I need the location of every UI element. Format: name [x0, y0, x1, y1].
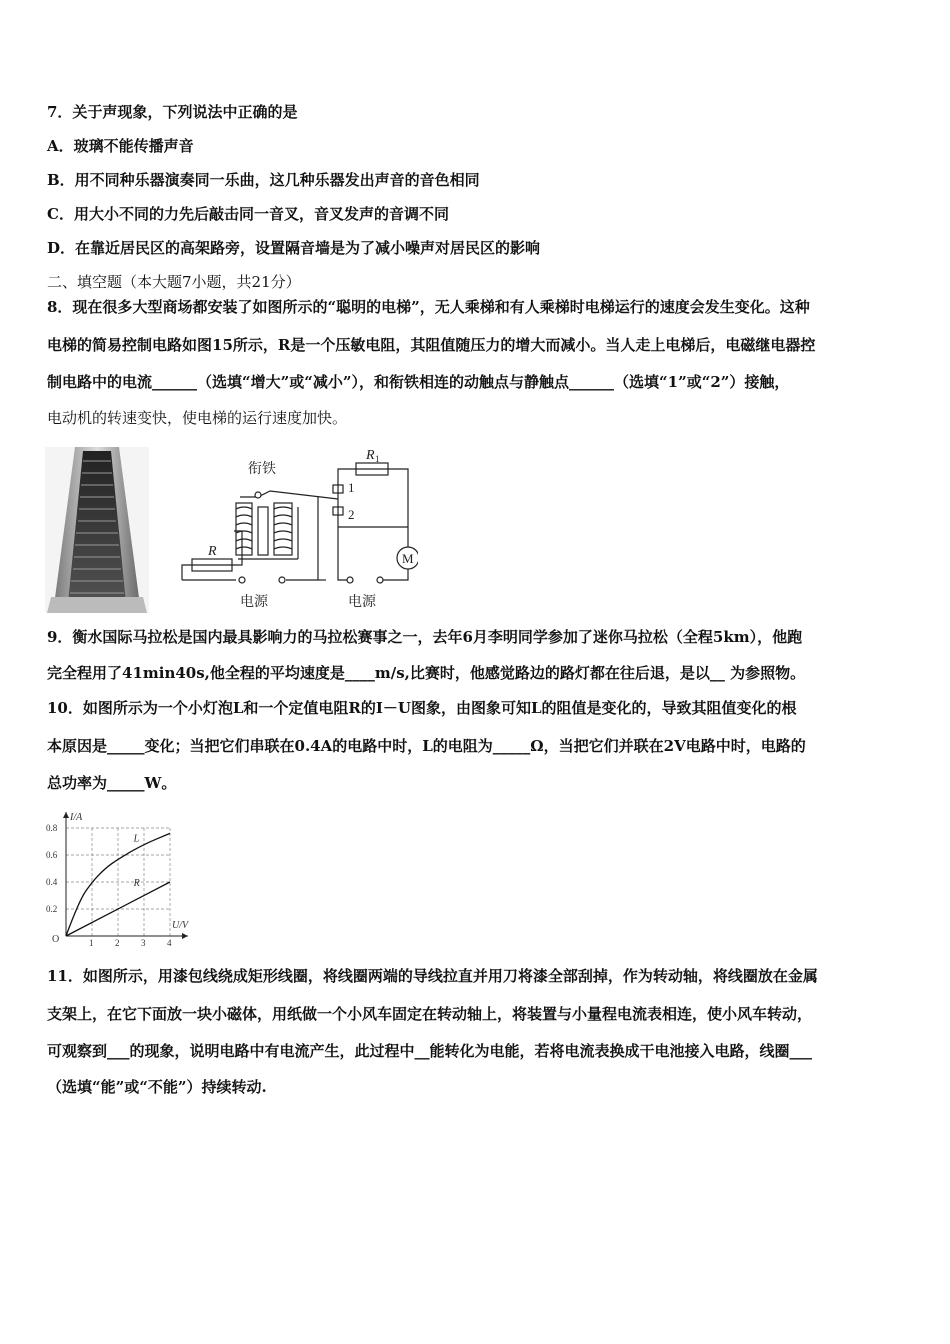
- q8-line-4: 电动机的转速变快，使电梯的运行速度加快。: [47, 409, 348, 427]
- r1-label: R: [366, 448, 375, 463]
- y-tick-label: 0.8: [46, 823, 58, 833]
- q11-line-3: 可观察到___的现象，说明电路中有电流产生，此过程中__能转化为电能，若将电流表换成干电池接入电路，线圈___: [47, 1042, 813, 1060]
- q7-option-c: C．用大小不同的力先后敲击同一音叉，音叉发声的音调不同: [47, 205, 449, 223]
- q8-line-3: 制电路中的电流______（选填“增大”或“减小”），和衔铁相连的动触点与静触点______（选填“1”或“2”）接触，: [47, 373, 790, 391]
- x-tick-label: 1: [89, 938, 94, 946]
- section-title: 二、填空题（本大题7小题，共21分）: [47, 273, 301, 291]
- y-tick-label: 0.4: [46, 877, 58, 887]
- q7-option-d: D．在靠近居民区的高架路旁，设置隔音墙是为了减小噪声对居民区的影响: [47, 239, 541, 257]
- x-tick-label: 3: [141, 938, 146, 946]
- q9-line-1: 9．衡水国际马拉松是国内最具影响力的马拉松赛事之一，去年6月李明同学参加了迷你马拉松（全程5km），他跑: [47, 628, 803, 646]
- y-axis-arrow: [63, 812, 69, 818]
- x-axis-label: U/V: [172, 920, 189, 931]
- q11-line-1: 11．如图所示，用漆包线绕成矩形线圈，将线圈两端的导线拉直并用刀将漆全部刮掉，作为转动轴，将线圈放在金属: [47, 967, 818, 985]
- q10-line-2: 本原因是_____变化；当把它们串联在0.4A的电路中时，L的电阻为_____Ω，当把它们并联在2V电路中时，电路的: [47, 737, 806, 755]
- q11-line-4: （选填“能”或“不能”）持续转动.: [47, 1078, 267, 1096]
- q7-stem: 7．关于声现象，下列说法中正确的是: [47, 103, 298, 121]
- y-axis-label: I/A: [70, 812, 83, 823]
- series-label-R: R: [133, 878, 140, 890]
- q7-option-a: A．玻璃不能传播声音: [47, 137, 194, 155]
- escalator-photo: [45, 447, 149, 613]
- q10-line-3: 总功率为_____W。: [47, 774, 177, 792]
- r1-subscript: 1: [375, 454, 380, 464]
- power-source-right-label: 电源: [348, 595, 376, 610]
- y-tick-label: 0.6: [46, 850, 58, 860]
- r-label: R: [208, 544, 217, 559]
- relay-circuit-diagram: [178, 447, 418, 613]
- origin-label: O: [52, 934, 60, 945]
- x-axis-arrow: [182, 933, 188, 939]
- q8-line-2: 电梯的简易控制电路如图15所示，R是一个压敏电阻，其阻值随压力的增大而减小。当人走上电梯后，电磁继电器控: [47, 336, 816, 354]
- armature-label: 衔铁: [248, 462, 276, 477]
- q10-line-1: 10．如图所示为一个小灯泡L和一个定值电阻R的I－U图象，由图象可知L的阻值是变化的，导致其阻值变化的根: [47, 699, 797, 717]
- q9-line-2: 完全程用了41min40s,他全程的平均速度是____m/s,比赛时，他感觉路边的路灯都在往后退，是以__ 为参照物。: [47, 664, 806, 682]
- power-source-left-label: 电源: [240, 595, 268, 610]
- q7-option-b: B．用不同种乐器演奏同一乐曲，这几种乐器发出声音的音色相同: [47, 171, 480, 189]
- q8-line-1: 8．现在很多大型商场都安装了如图所示的“聪明的电梯”，无人乘梯和有人乘梯时电梯运行的速度会发生变化。这种: [47, 298, 810, 316]
- contact-1-label: 1: [348, 480, 355, 495]
- series-label-L: L: [133, 833, 140, 845]
- x-tick-label: 4: [167, 938, 172, 946]
- y-tick-label: 0.2: [46, 904, 58, 914]
- iu-graph: [44, 806, 194, 946]
- contact-2-label: 2: [348, 507, 355, 522]
- motor-label: M: [402, 551, 414, 566]
- x-tick-label: 2: [115, 938, 120, 946]
- q11-line-2: 支架上，在它下面放一块小磁体，用纸做一个小风车固定在转动轴上，将装置与小量程电流表相连，使小风车转动，: [47, 1005, 813, 1023]
